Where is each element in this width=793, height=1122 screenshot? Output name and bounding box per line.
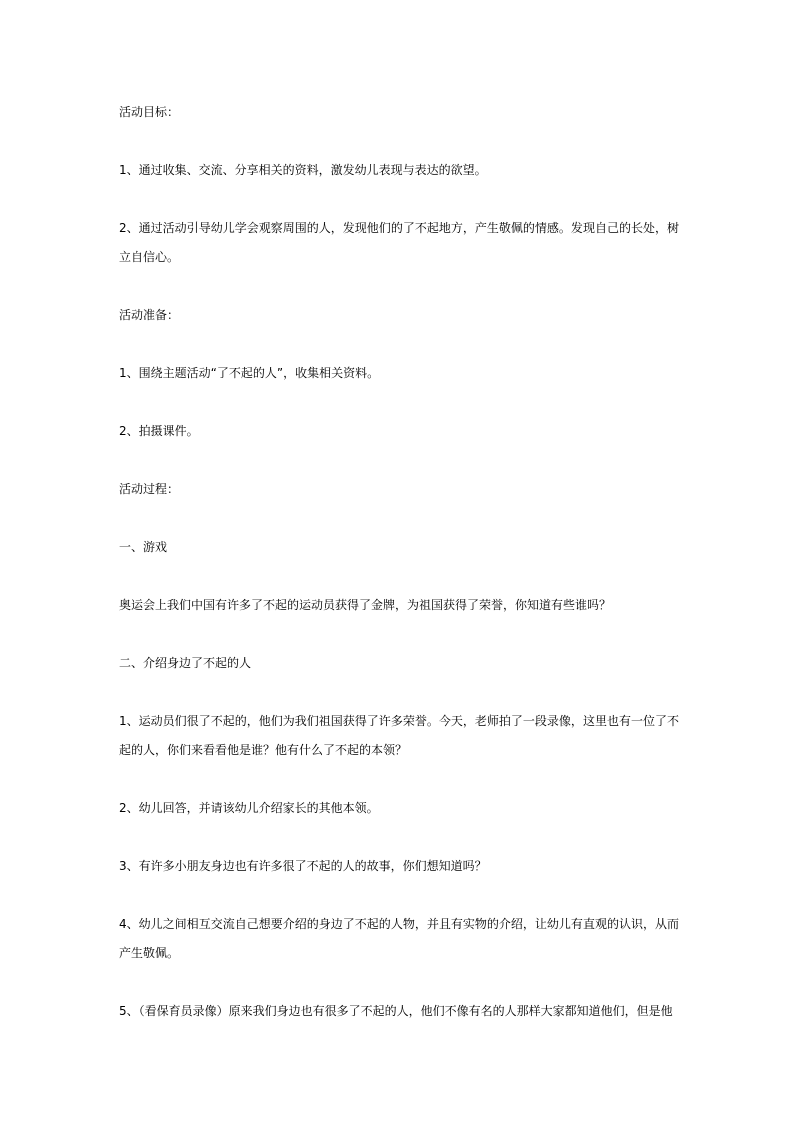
introduce-item-4: 4、幼儿之间相互交流自己想要介绍的身边了不起的人物，并且有实物的介绍，让幼儿有直观的认识，从而产生敬佩。: [119, 917, 679, 960]
section-heading-preparation: 活动准备：: [119, 308, 180, 322]
section-heading-goals: 活动目标：: [119, 105, 180, 119]
preparation-item-2: 2、拍摄课件。: [119, 424, 199, 438]
process-step-game-text: 奥运会上我们中国有许多了不起的运动员获得了金牌，为祖国获得了荣誉，你知道有些谁吗？: [119, 598, 612, 612]
document-body: [119, 98, 679, 1055]
introduce-item-3: 3、有许多小朋友身边也有许多很了不起的人的故事，你们想知道吗？: [119, 859, 487, 873]
preparation-item-1: 1、围绕主题活动“了不起的人”，收集相关资料。: [119, 366, 380, 380]
introduce-item-2: 2、幼儿回答，并请该幼儿介绍家长的其他本领。: [119, 801, 379, 815]
process-step-game-heading: 一、游戏: [119, 540, 168, 554]
introduce-item-5: 5、（看保育员录像）原来我们身边也有很多了不起的人，他们不像有名的人那样大家都知道他们，但是他: [119, 1004, 673, 1018]
goal-item-1: 1、通过收集、交流、分享相关的资料，激发幼儿表现与表达的欲望。: [119, 163, 487, 177]
section-heading-process: 活动过程：: [119, 482, 180, 496]
process-step-introduce-heading: 二、介绍身边了不起的人: [119, 656, 252, 670]
goal-item-2: 2、通过活动引导幼儿学会观察周围的人，发现他们的了不起地方，产生敬佩的情感。发现自己的长处，树立自信心。: [119, 221, 679, 264]
introduce-item-1: 1、运动员们很了不起的，他们为我们祖国获得了许多荣誉。今天，老师拍了一段录像，这里也有一位了不起的人，你们来看看他是谁？他有什么了不起的本领？: [119, 714, 679, 757]
